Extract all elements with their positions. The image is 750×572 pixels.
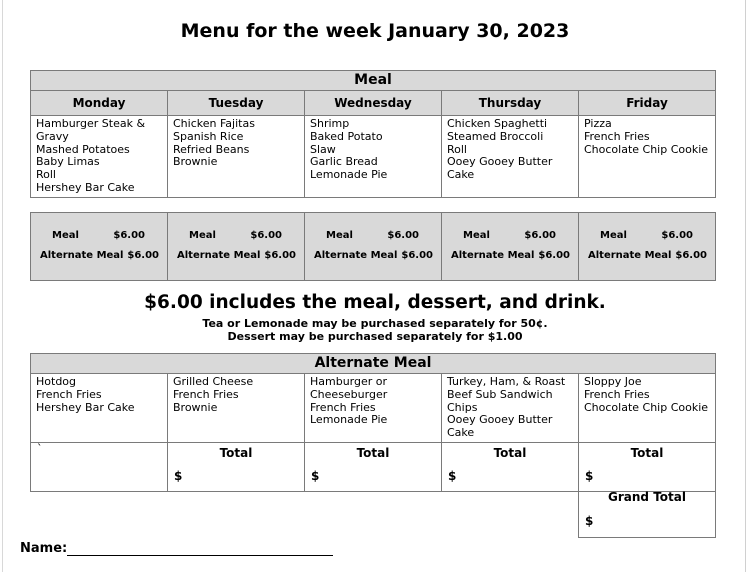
meal-price-label: Meal <box>600 230 627 241</box>
menu-item: Chips <box>447 400 478 414</box>
alt-price-value: $6.00 <box>675 250 707 261</box>
menu-item: Hotdog <box>36 375 77 388</box>
day-thursday: Thursday <box>442 91 579 116</box>
dollar-sign: $ <box>174 468 183 483</box>
meal-price-value: $6.00 <box>661 230 693 241</box>
meal-price-value: $6.00 <box>113 230 145 241</box>
total-cell-tuesday <box>168 442 305 491</box>
menu-item: Hershey Bar Cake <box>36 400 135 414</box>
menu-item: French Fries <box>36 387 102 401</box>
menu-item: Steamed Broccoli <box>447 129 544 143</box>
menu-item: Sloppy Joe <box>584 375 642 388</box>
alt-price-label: Alternate Meal <box>588 250 672 261</box>
menu-item: French Fries <box>310 400 376 414</box>
alt-cell-thursday <box>442 374 579 443</box>
alternate-meal-table <box>30 353 716 492</box>
alt-price-label: Alternate Meal <box>177 250 261 261</box>
stray-mark: ` <box>37 441 43 455</box>
menu-item: Gravy <box>36 129 69 143</box>
menu-item: Grilled Cheese <box>173 375 254 388</box>
price-cell-tuesday <box>168 213 305 281</box>
total-cell-wednesday <box>305 442 442 491</box>
grand-total-box <box>578 488 716 538</box>
dollar-sign: $ <box>311 468 320 483</box>
menu-item: Cake <box>447 426 475 440</box>
menu-item: French Fries <box>584 129 650 143</box>
meal-price-value: $6.00 <box>524 230 556 241</box>
meal-price-label: Meal <box>189 230 216 241</box>
menu-item: Beef Sub Sandwich <box>447 387 553 401</box>
menu-item: Ooey Gooey Butter <box>447 155 553 169</box>
alt-cell-friday <box>579 374 716 443</box>
total-cell-friday <box>579 442 716 491</box>
menu-item: French Fries <box>584 387 650 401</box>
menu-item: Hamburger or <box>310 375 388 388</box>
meal-cell-tuesday <box>168 116 305 198</box>
meal-cell-thursday <box>442 116 579 198</box>
day-tuesday: Tuesday <box>168 91 305 116</box>
alt-cell-wednesday <box>305 374 442 443</box>
menu-item: Baby Limas <box>36 155 100 169</box>
price-cell-friday <box>579 213 716 281</box>
dollar-sign: $ <box>585 514 594 528</box>
meal-price-label: Meal <box>52 230 79 241</box>
price-cell-monday <box>31 213 168 281</box>
menu-item: Chicken Fajitas <box>173 117 255 130</box>
menu-item: Pizza <box>584 117 612 130</box>
menu-item: Hershey Bar Cake <box>36 180 135 194</box>
total-cell-thursday <box>442 442 579 491</box>
alt-cell-monday <box>31 374 168 443</box>
name-blank-line[interactable] <box>67 541 333 556</box>
alt-price-value: $6.00 <box>127 250 159 261</box>
price-cell-wednesday <box>305 213 442 281</box>
menu-item: Hamburger Steak & <box>36 117 146 130</box>
dollar-sign: $ <box>585 468 594 483</box>
menu-item: Lemonade Pie <box>310 168 388 182</box>
menu-item: Chicken Spaghetti <box>447 117 548 130</box>
menu-item: Chocolate Chip Cookie <box>584 400 709 414</box>
menu-item: Cheeseburger <box>310 387 388 401</box>
alternate-meal-header: Alternate Meal <box>31 354 716 374</box>
menu-item: Slaw <box>310 142 336 156</box>
total-label: Total <box>219 445 253 460</box>
menu-item: Roll <box>447 142 467 156</box>
day-friday: Friday <box>579 91 716 116</box>
menu-item: Lemonade Pie <box>310 413 388 427</box>
meal-price-value: $6.00 <box>250 230 282 241</box>
meal-cell-monday <box>31 116 168 198</box>
price-table <box>30 212 716 281</box>
menu-item: Turkey, Ham, & Roast <box>447 375 566 388</box>
menu-item: Garlic Bread <box>310 155 378 169</box>
day-wednesday: Wednesday <box>305 91 442 116</box>
price-includes-notice: $6.00 includes the meal, dessert, and drink. <box>144 292 606 313</box>
dollar-sign: $ <box>448 468 457 483</box>
total-label: Total <box>493 445 527 460</box>
menu-item: Cake <box>447 168 475 182</box>
menu-item: Spanish Rice <box>173 129 244 143</box>
menu-item: Refried Beans <box>173 142 250 156</box>
menu-item: Brownie <box>173 155 218 169</box>
alt-price-label: Alternate Meal <box>451 250 535 261</box>
meal-price-label: Meal <box>326 230 353 241</box>
meal-price-label: Meal <box>463 230 490 241</box>
meal-price-value: $6.00 <box>387 230 419 241</box>
alt-price-label: Alternate Meal <box>40 250 124 261</box>
name-label: Name: <box>20 541 68 556</box>
total-label: Total <box>630 445 664 460</box>
menu-item: Roll <box>36 168 56 182</box>
day-monday: Monday <box>31 91 168 116</box>
menu-item: Chocolate Chip Cookie <box>584 142 709 156</box>
menu-item: Baked Potato <box>310 129 383 143</box>
menu-item: French Fries <box>173 387 239 401</box>
drink-notice: Tea or Lemonade may be purchased separately for 50¢. <box>202 317 548 330</box>
right-edge-line <box>745 0 746 572</box>
meal-cell-friday <box>579 116 716 198</box>
total-cell-monday <box>31 442 168 491</box>
menu-item: Brownie <box>173 400 218 414</box>
alt-price-value: $6.00 <box>264 250 296 261</box>
alt-price-label: Alternate Meal <box>314 250 398 261</box>
grand-total-label: Grand Total <box>608 490 686 504</box>
alt-cell-tuesday <box>168 374 305 443</box>
menu-item: Ooey Gooey Butter <box>447 413 553 427</box>
alt-price-value: $6.00 <box>538 250 570 261</box>
meal-menu-table <box>30 70 716 198</box>
dessert-notice: Dessert may be purchased separately for $1.00 <box>227 330 523 343</box>
menu-item: Mashed Potatoes <box>36 142 130 156</box>
meal-header: Meal <box>31 71 716 91</box>
menu-item: Shrimp <box>310 117 350 130</box>
meal-cell-wednesday <box>305 116 442 198</box>
total-label: Total <box>356 445 390 460</box>
name-field <box>20 541 333 556</box>
left-edge-line <box>2 0 3 572</box>
alt-price-value: $6.00 <box>401 250 433 261</box>
price-cell-thursday <box>442 213 579 281</box>
page-title: Menu for the week January 30, 2023 <box>180 20 570 42</box>
